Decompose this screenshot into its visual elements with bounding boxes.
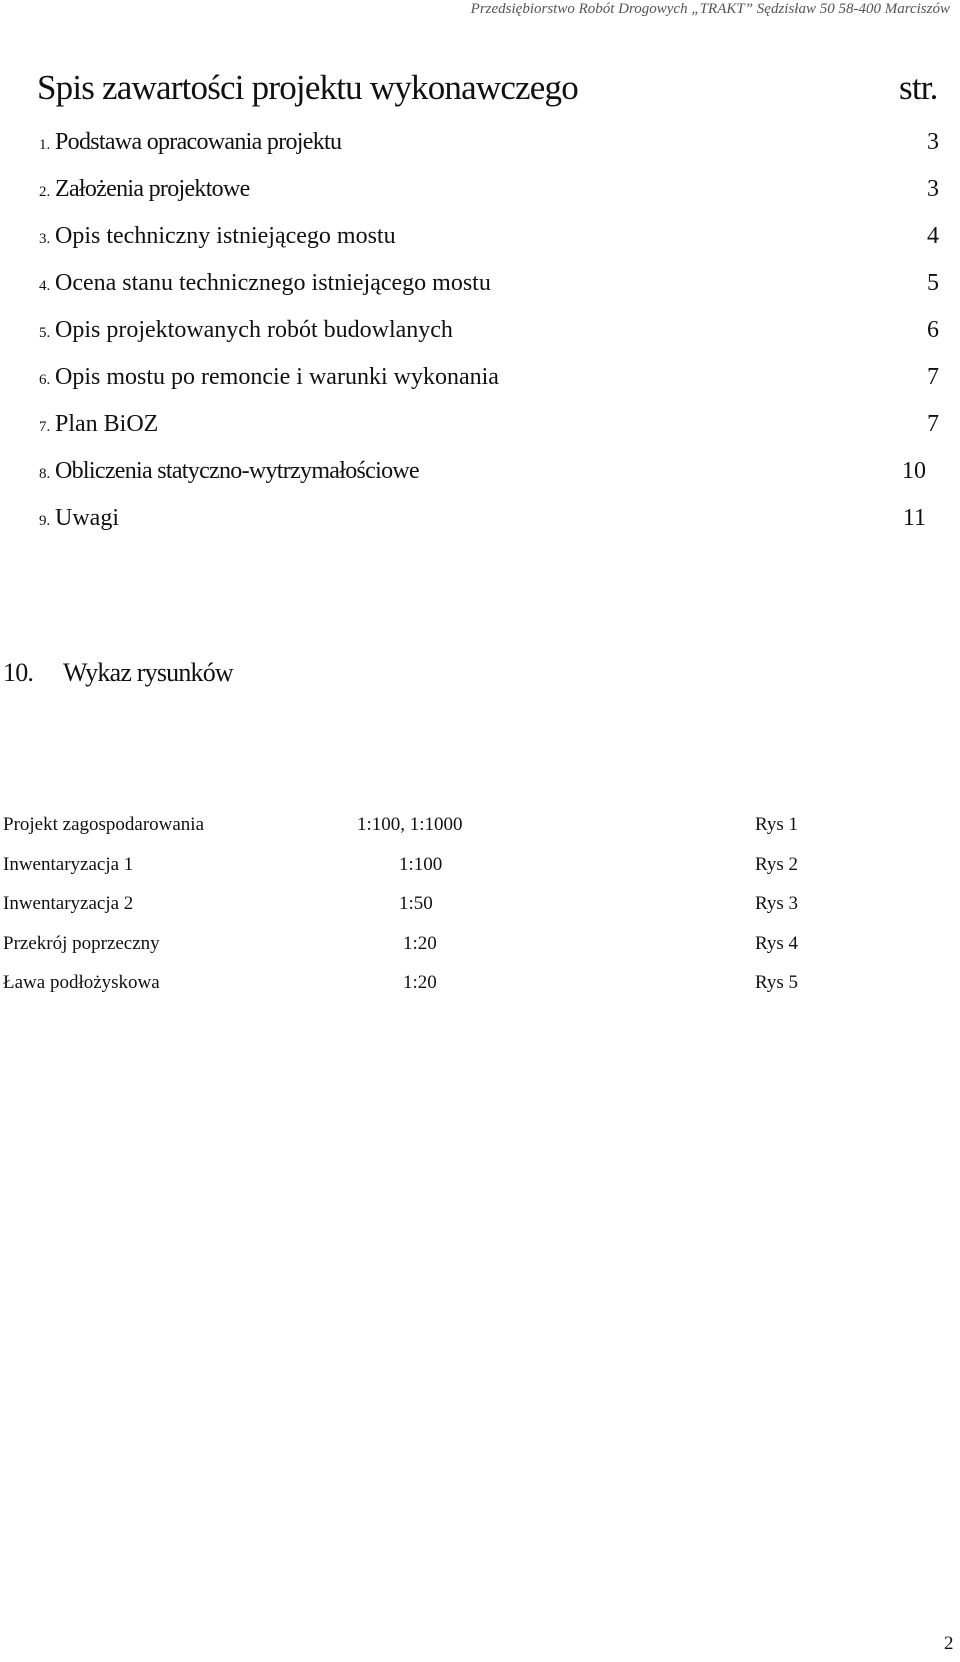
toc-item xyxy=(39,355,939,402)
toc-item-label: Ocena stanu technicznego istniejącego mostu xyxy=(55,270,491,296)
toc-item xyxy=(39,308,939,355)
toc-item-number: 6. xyxy=(39,372,51,388)
toc-item-label: Opis projektowanych robót budowlanych xyxy=(55,317,453,343)
drawing-ref: Rys 4 xyxy=(755,932,799,954)
drawing-scale: 1:100, 1:1000 xyxy=(357,814,463,835)
drawing-scale: 1:20 xyxy=(403,932,437,954)
drawing-name: Przekrój poprzeczny xyxy=(3,932,160,954)
toc-item-label: Plan BiOZ xyxy=(55,411,159,437)
header-company-text: Przedsiębiorstwo Robót Drogowych „TRAKT” Sędzisław 50 58-400 Marciszów xyxy=(470,1,950,17)
toc-item-number: 5. xyxy=(39,325,51,341)
toc-item-page: 11 xyxy=(902,505,926,531)
drawing-ref: Rys 5 xyxy=(755,972,799,993)
toc-item xyxy=(39,449,939,496)
drawing-scale: 1:20 xyxy=(403,972,437,993)
drawing-row xyxy=(3,845,903,885)
toc-item-label: Podstawa opracowania projektu xyxy=(55,129,342,155)
toc-item-label: Opis techniczny istniejącego mostu xyxy=(55,223,396,249)
toc-item xyxy=(39,167,939,214)
toc-item-label: Założenia projektowe xyxy=(55,176,250,202)
toc-item-page: 3 xyxy=(927,129,939,155)
toc-item-number: 7. xyxy=(39,419,51,435)
toc-item-label: Obliczenia statyczno-wytrzymałościowe xyxy=(55,458,419,484)
toc-item xyxy=(39,496,939,543)
toc-list xyxy=(39,120,939,543)
toc-item-number: 8. xyxy=(39,466,51,482)
drawings-list xyxy=(3,805,903,1003)
drawing-ref: Rys 1 xyxy=(755,814,799,835)
drawing-name: Projekt zagospodarowania xyxy=(3,814,205,835)
drawing-row xyxy=(3,963,903,1003)
toc-item-page: 7 xyxy=(927,364,939,390)
toc-item-label: Uwagi xyxy=(55,505,119,531)
drawing-ref: Rys 3 xyxy=(755,893,799,914)
drawing-name: Inwentaryzacja 2 xyxy=(3,893,134,914)
drawings-section-heading xyxy=(3,653,233,693)
toc-item xyxy=(39,402,939,449)
drawing-scale: 1:50 xyxy=(399,893,433,914)
page-number: 2 xyxy=(944,1633,954,1654)
toc-item-page: 3 xyxy=(927,176,939,202)
drawing-row xyxy=(3,884,903,924)
toc-title: Spis zawartości projektu wykonawczego xyxy=(37,68,578,107)
toc-item-number: 4. xyxy=(39,278,51,294)
toc-item-page: 5 xyxy=(927,270,939,296)
toc-item-page: 10 xyxy=(902,458,926,484)
drawing-ref: Rys 2 xyxy=(755,853,799,875)
drawings-section-number: 10. xyxy=(3,658,34,687)
drawings-section-title: Wykaz rysunków xyxy=(63,658,233,687)
toc-item-page: 7 xyxy=(927,411,939,437)
toc-item-number: 9. xyxy=(39,513,51,529)
toc-item xyxy=(39,214,939,261)
toc-item xyxy=(39,261,939,308)
toc-title-row xyxy=(37,66,937,110)
toc-item-number: 3. xyxy=(39,231,51,247)
toc-item-number: 1. xyxy=(39,137,51,153)
toc-item-page: 6 xyxy=(927,317,939,343)
toc-item xyxy=(39,120,939,167)
page-header xyxy=(0,0,950,26)
toc-item-label: Opis mostu po remoncie i warunki wykonania xyxy=(55,364,499,390)
toc-page-column-label: str. xyxy=(899,68,938,107)
drawing-row xyxy=(3,805,903,845)
toc-item-page: 4 xyxy=(927,223,939,249)
drawing-name: Inwentaryzacja 1 xyxy=(3,853,134,875)
toc-item-number: 2. xyxy=(39,184,51,200)
drawing-row xyxy=(3,924,903,964)
drawing-scale: 1:100 xyxy=(399,853,443,875)
drawing-name: Ława podłożyskowa xyxy=(3,972,160,993)
